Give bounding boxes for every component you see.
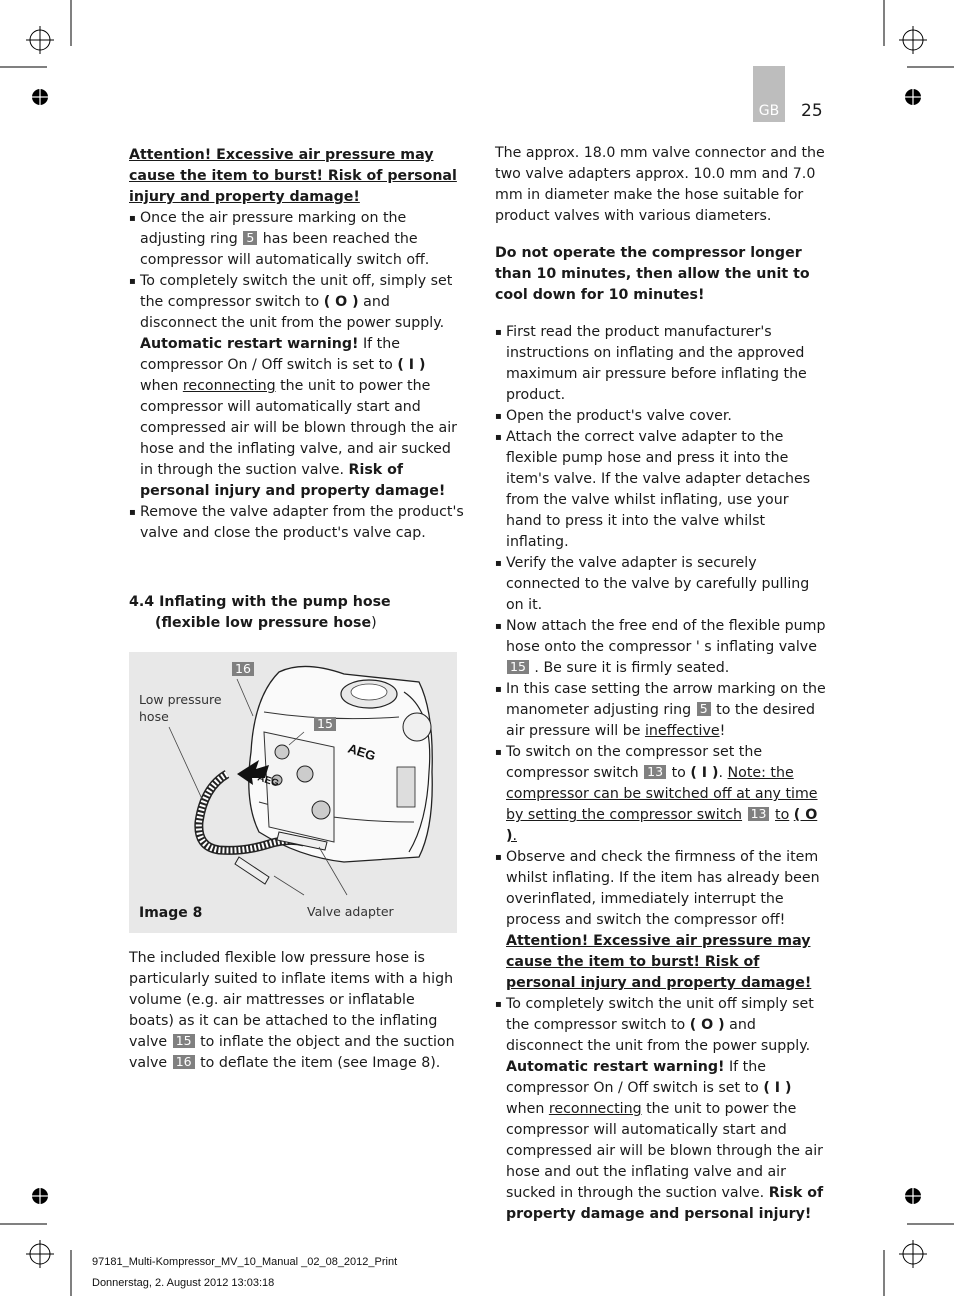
footer-timestamp: Donnerstag, 2. August 2012 13:03:18 [92, 1277, 275, 1289]
brand-logo: AEG [346, 740, 378, 764]
figure-image-8 [129, 652, 457, 933]
brand-logo-panel: AEG [256, 772, 281, 790]
registration-mark-bottom-right [899, 1240, 927, 1268]
figure-caption: Image 8 [139, 905, 203, 921]
list-item: ▪ To switch on the compressor set the compressor switch 13 to ( I ). Note: the compressor can be switched off at any time by setting the compressor switch 13 to ( O ). [495, 742, 828, 847]
footer-filename: 97181_Multi-Kompressor_MV_10_Manual _02_08_2012_Print [92, 1256, 398, 1268]
section-title: 4.4 Inflating with the pump hose (flexible low pressure hose) [129, 594, 391, 631]
ref-badge-15: 15 [314, 717, 336, 731]
ref-badge-16: 16 [232, 662, 254, 676]
list-item: ▪ Verify the valve adapter is securely connected to the valve by carefully pulling on it. [495, 553, 828, 616]
switch-on-symbol: ( I ) [397, 357, 426, 373]
registration-mark-top-right [899, 26, 927, 54]
list-item: ▪ To completely switch the unit off, simply set the compressor switch to ( O ) and disconnect the unit from the power supply. Automatic restart warning! If the compressor On / Off switch is set to ( I ) when reconnecting the unit to power the compressor will automatically start and compressed air will be blown through the air hose and the inflating valve, and air sucked in through the suction valve. Risk of personal injury and property damage! [129, 271, 464, 502]
list-item: ▪ Open the product's valve cover. [495, 406, 828, 427]
register-dot-right-bottom [905, 1188, 921, 1204]
label-low-pressure-hose: Low pressure hose [139, 692, 222, 724]
ref-badge: 5 [697, 702, 711, 716]
list-item: ▪ Observe and check the firmness of the item whilst inflating. If the item has already been overinflated, immediately interrupt the process and switch the compressor off! Attention! Excessive air pressure may cause the item to burst! Risk of personal injury and property damage! [495, 847, 828, 994]
register-dot-left-top [32, 89, 48, 105]
warning-heading: Attention! Excessive air pressure may cause the item to burst! Risk of personal injury and property damage! [506, 933, 812, 991]
list-item: ▪ Remove the valve adapter from the product's valve and close the product's valve cap. [129, 502, 464, 544]
warning-heading: Attention! Excessive air pressure may cause the item to burst! Risk of personal injury and property damage! [129, 147, 457, 205]
page-number: 25 [801, 101, 823, 121]
right-column [495, 143, 828, 1225]
risk-warning: Risk of personal injury and property damage! [140, 462, 446, 499]
list-item: ▪ To completely switch the unit off simply set the compressor switch to ( O ) and disconnect the unit from the power supply. Automatic restart warning! If the compressor On / Off switch is set to ( I ) when reconnecting the unit to power the compressor will automatically start and compressed air will be blown through the air hose and out the inflating valve and air sucked in through the suction valve. Risk of property damage and personal injury! [495, 994, 828, 1225]
label-valve-adapter: Valve adapter [307, 904, 394, 919]
list-item: ▪ First read the product manufacturer's instructions on inflating and the approved maximum air pressure before inflating the product. [495, 322, 828, 406]
list-item: ▪ Now attach the free end of the flexible pump hose onto the compressor ' s inflating valve 15 . Be sure it is firmly seated. [495, 616, 828, 679]
ref-badge: 13 [644, 765, 666, 779]
ref-badge: 13 [748, 807, 770, 821]
ref-badge: 15 [173, 1034, 195, 1048]
register-dot-right-top [905, 89, 921, 105]
switch-off-symbol: ( O ) [323, 294, 359, 310]
ref-badge: 5 [243, 231, 257, 245]
list-item: ▪ Once the air pressure marking on the adjusting ring 5 has been reached the compressor will automatically switch off. [129, 208, 464, 271]
left-column-top [129, 145, 464, 544]
left-column-bottom [129, 948, 457, 1074]
ref-badge: 15 [507, 660, 529, 674]
list-item: ▪ Attach the correct valve adapter to the flexible pump hose and press it into the item's valve. If the valve adapter detaches from the valve whilst inflating, use your hand to press it into the valve whilst inflating. [495, 427, 828, 553]
paragraph: The approx. 18.0 mm valve connector and the two valve adapters approx. 10.0 mm and 7.0 mm in diameter make the hose suitable for product valves with various diameters. [495, 145, 825, 224]
registration-mark-top-left [26, 26, 54, 54]
language-tab-label: GB [758, 103, 780, 119]
list-item: ▪ In this case setting the arrow marking on the manometer adjusting ring 5 to the desired air pressure will be ineffective! [495, 679, 828, 742]
restart-warning: Automatic restart warning! [140, 336, 359, 352]
registration-mark-bottom-left [26, 1240, 54, 1268]
register-dot-left-bottom [32, 1188, 48, 1204]
operation-warning: Do not operate the compressor longer than 10 minutes, then allow the unit to cool down for 10 minutes! [495, 245, 810, 303]
paragraph: The included flexible low pressure hose is particularly suited to inflate items with a high volume (e.g. air mattresses or inflatable boats) as it can be attached to the inflating valve 15 to inflate the object and the suction valve 16 to deflate the item (see Image 8). [129, 950, 455, 1071]
ref-badge: 16 [173, 1055, 195, 1069]
